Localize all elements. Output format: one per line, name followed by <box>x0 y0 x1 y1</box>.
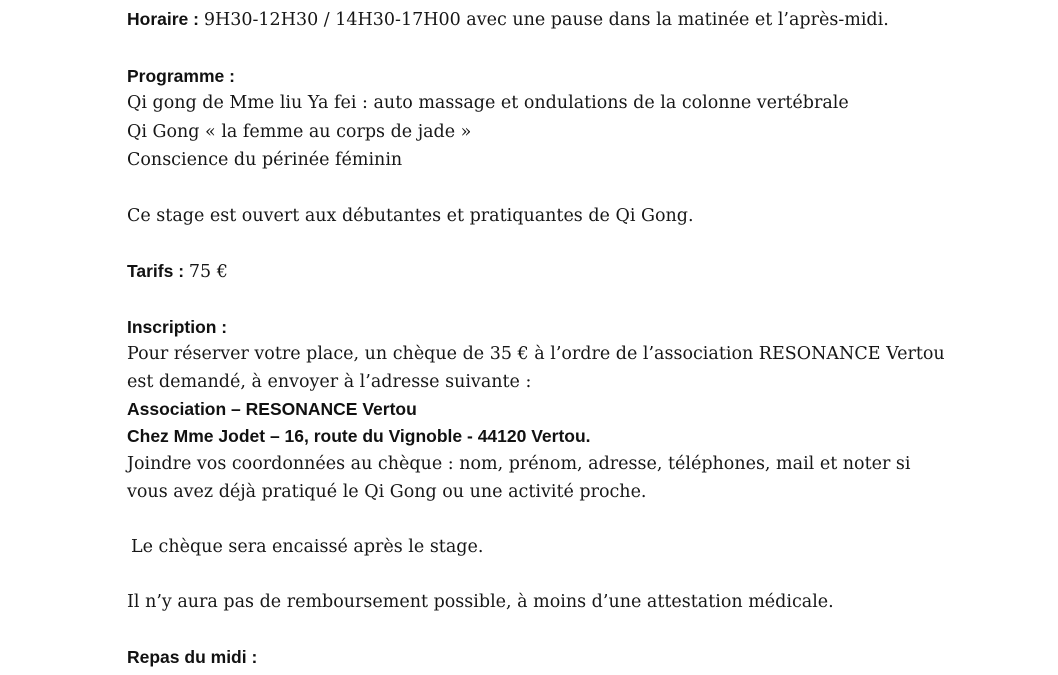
programme-item: Qi Gong « la femme au corps de jade » <box>127 122 472 142</box>
tarifs-label: Tarifs <box>127 261 174 281</box>
programme-item: Qi gong de Mme liu Ya fei : auto massage et ondulations de la colonne vertébrale <box>127 93 849 113</box>
encaisse-paragraph: Le chèque sera encaissé après le stage. <box>131 537 484 557</box>
tarifs-price: 75 € <box>188 262 228 282</box>
inscription-text: est demandé, à envoyer à l’adresse suivante : <box>127 372 532 392</box>
repas-heading: Repas du midi : <box>127 647 258 667</box>
remboursement-paragraph: Il n’y aura pas de remboursement possible, à moins d’une attestation médicale. <box>127 592 834 612</box>
address-line: Association – RESONANCE Vertou <box>127 399 417 419</box>
tarifs-separator: : <box>173 261 189 281</box>
inscription-text: Pour réserver votre place, un chèque de 35 € à l’ordre de l’association RESONANCE Vertou <box>127 344 945 364</box>
programme-heading: Programme : <box>127 66 235 86</box>
horaire-label: Horaire <box>127 9 189 29</box>
tarifs-line <box>127 260 228 283</box>
address-line: Chez Mme Jodet – 16, route du Vignoble - 44120 Vertou. <box>127 426 591 446</box>
inscription-text: Joindre vos coordonnées au chèque : nom, prénom, adresse, téléphones, mail et noter si <box>127 454 911 474</box>
inscription-heading: Inscription : <box>127 317 228 337</box>
stage-paragraph: Ce stage est ouvert aux débutantes et pratiquantes de Qi Gong. <box>127 206 694 226</box>
horaire-line <box>127 8 889 31</box>
horaire-text: 9H30-12H30 / 14H30-17H00 avec une pause dans la matinée et l’après-midi. <box>203 10 889 30</box>
programme-item: Conscience du périnée féminin <box>127 150 403 170</box>
horaire-separator: : <box>188 9 204 29</box>
inscription-text: vous avez déjà pratiqué le Qi Gong ou une activité proche. <box>127 482 647 502</box>
